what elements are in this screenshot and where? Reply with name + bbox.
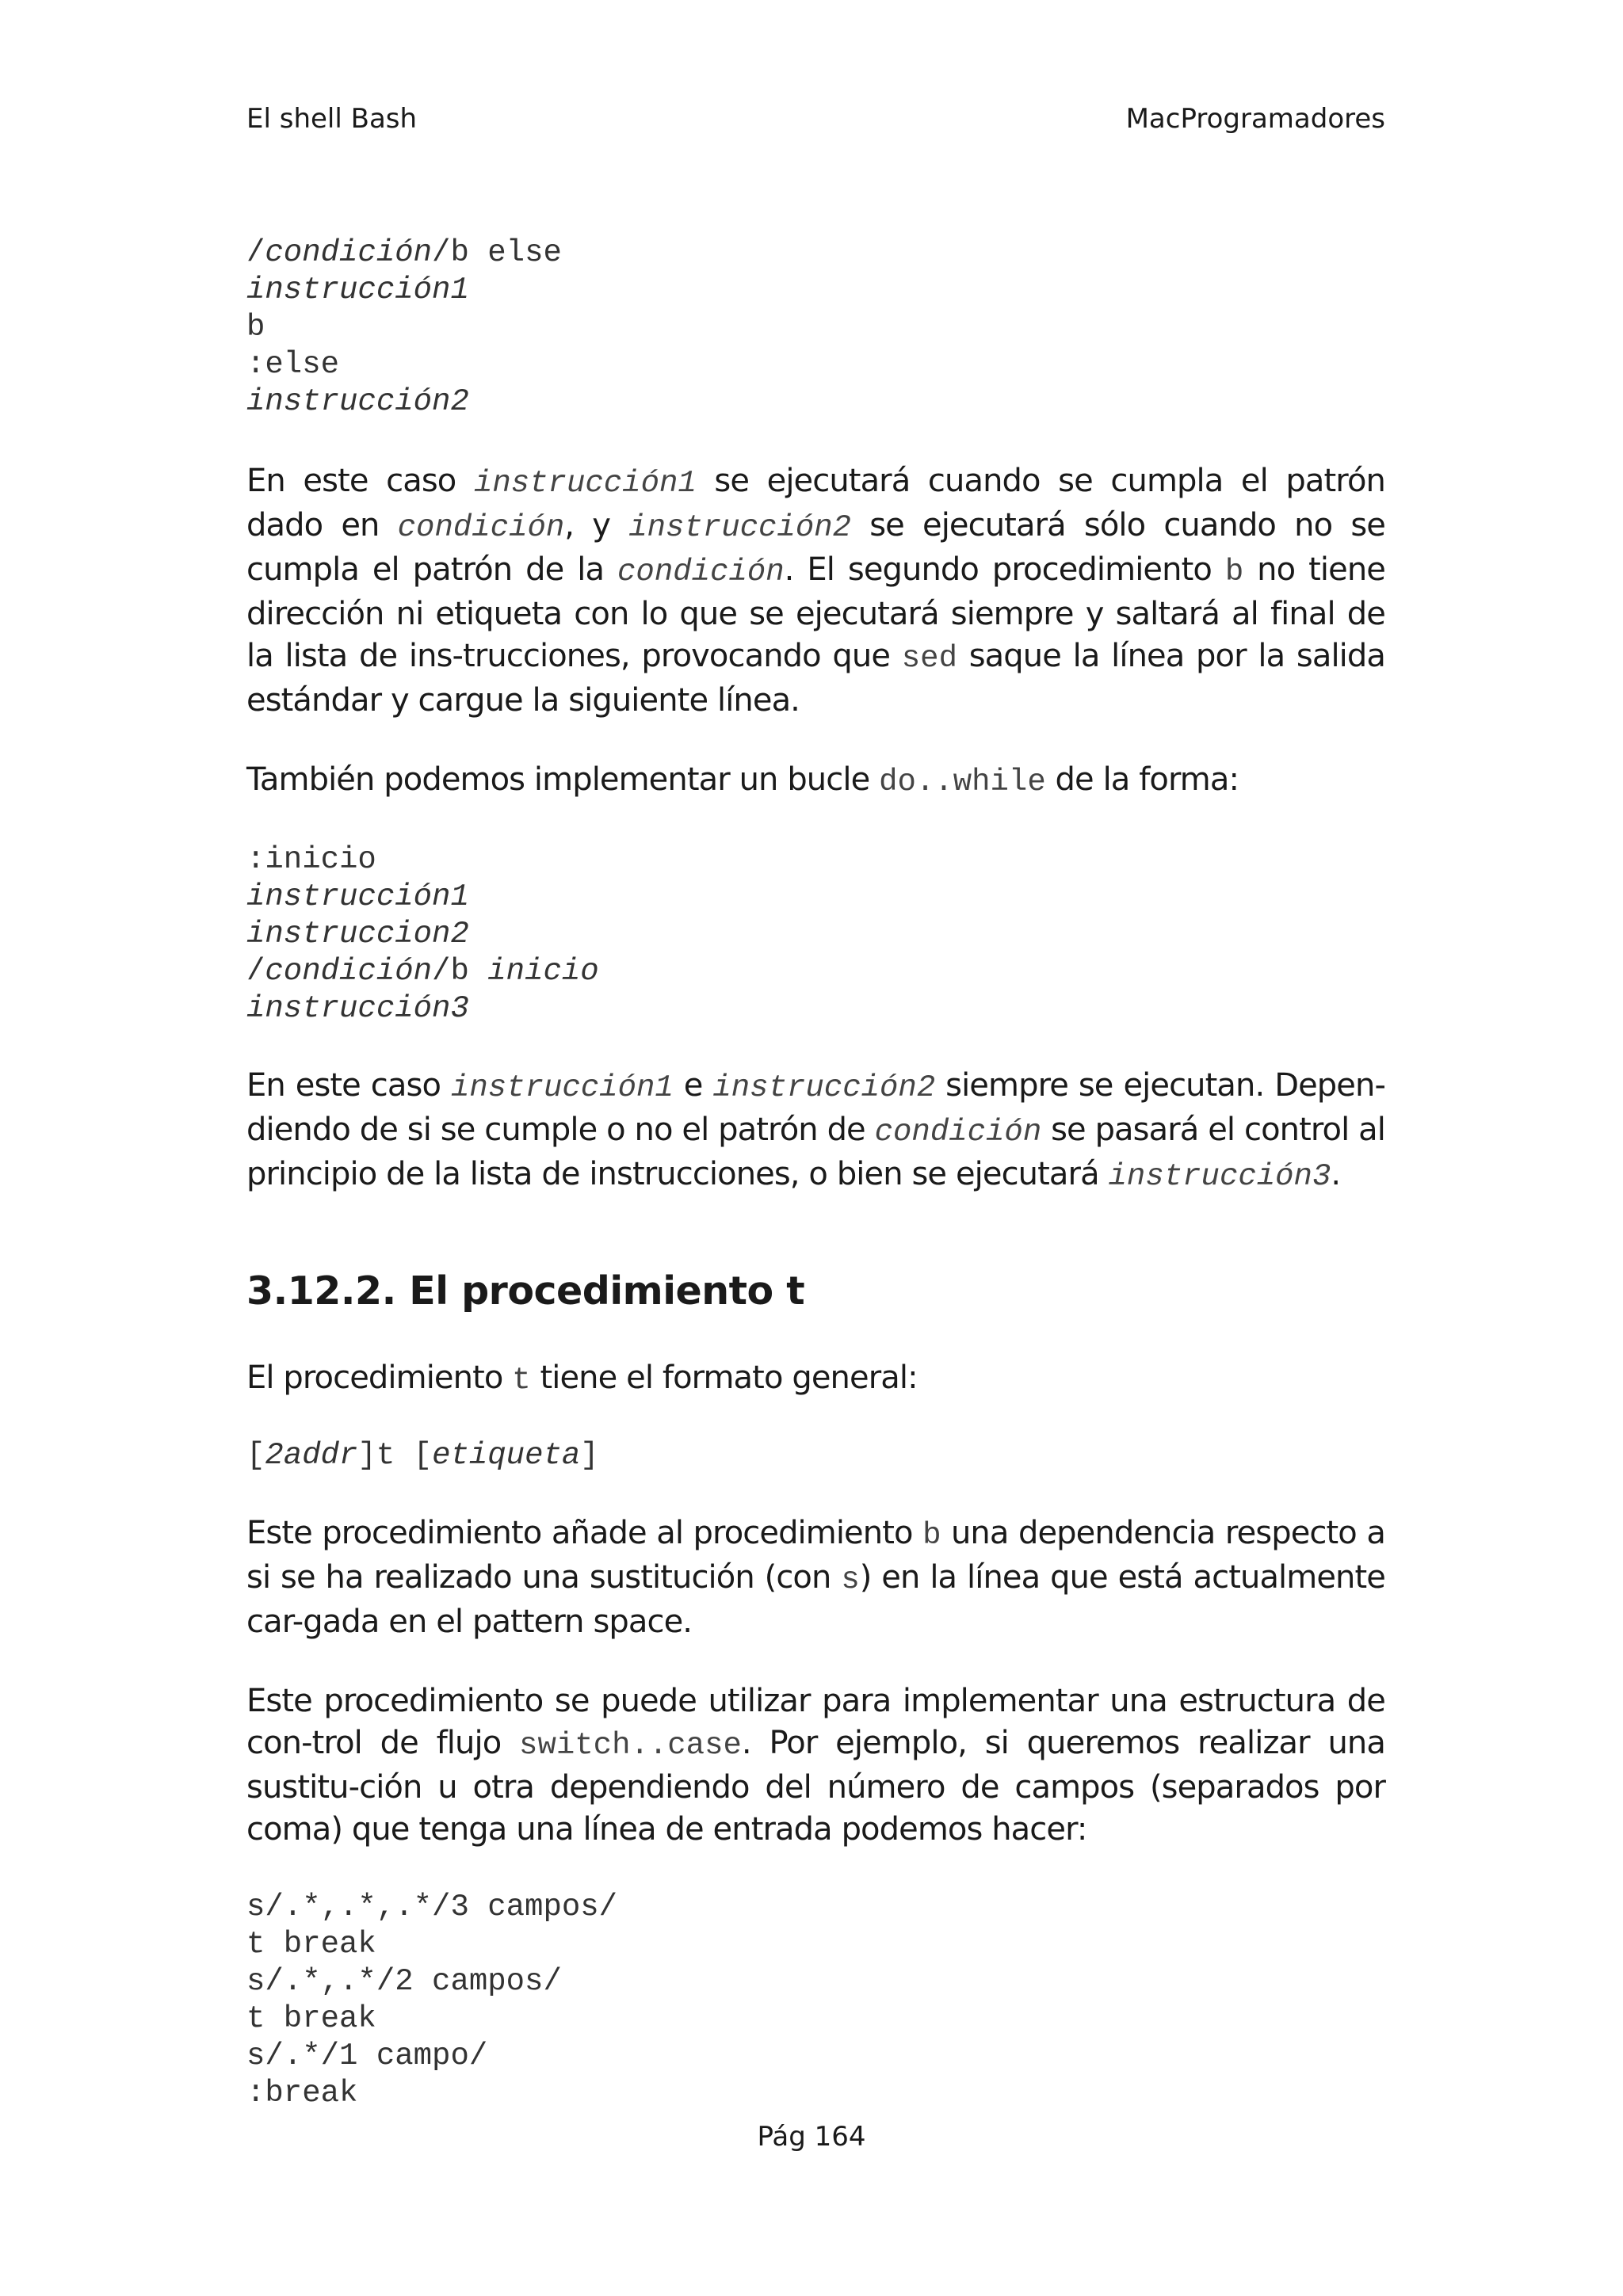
text-run: También podemos implementar un bucle [246,761,880,798]
code-segment: s/.*/1 campo/ [246,2039,488,2073]
inline-code: sed [901,641,957,676]
text-run: En este caso [246,1067,451,1104]
code-line [246,841,1385,879]
code-segment: / [246,954,265,989]
code-line [246,1963,1385,2000]
code-segment: instruccion2 [246,917,469,952]
code-block-if-else [246,235,1385,421]
code-line [246,272,1385,309]
text-run: e [673,1067,713,1104]
text-run: de la forma: [1045,761,1239,798]
code-line [246,1889,1385,1926]
text-run: una dependencia respecto a si se ha realizado una sustitución (con [246,1515,1385,1596]
paragraph-switch-case [246,1680,1385,1851]
paragraph-do-while-explanation [246,1065,1385,1198]
text-run: ) en la línea que está actualmente car-gada en el pattern space. [246,1559,1385,1640]
code-line [246,309,1385,346]
code-segment: instrucción1 [246,273,469,307]
code-line [246,1437,1385,1474]
header-title: El shell Bash [246,103,418,135]
code-block-do-while [246,841,1385,1028]
code-segment: etiqueta [432,1438,581,1473]
inline-code: b [1224,555,1244,589]
code-line [246,916,1385,953]
inline-code: instrucción2 [628,510,852,545]
text-run: Este procedimiento se puede utilizar para implementar una estructura de con-trol de flujo [246,1683,1385,1761]
code-segment: :inicio [246,842,376,877]
inline-code: instrucción1 [450,1070,674,1105]
code-line [246,953,1385,990]
code-segment: :else [246,347,340,382]
code-line [246,2075,1385,2112]
code-segment: b [246,310,265,345]
code-block-t-syntax [246,1437,1385,1474]
text-run: En este caso [246,463,474,499]
text-run: . [1331,1156,1341,1192]
text-run: , y [564,507,629,543]
code-segment: t break [246,2001,376,2036]
code-line [246,990,1385,1028]
inline-code: instrucción3 [1108,1159,1331,1194]
inline-code: s [841,1562,860,1597]
page-number: Pág 164 [757,2121,866,2153]
inline-code: condición [874,1115,1042,1150]
text-run: se pasará el control al principio de la lista de instrucciones, o bien se ejecutará [246,1112,1385,1192]
paragraph-do-while-intro [246,759,1385,803]
inline-code: instrucción2 [712,1070,936,1105]
code-line [246,235,1385,272]
code-segment: inicio [487,954,599,989]
paragraph-t-description [246,1512,1385,1643]
code-segment: condición [265,954,433,989]
code-segment: :break [246,2076,358,2111]
code-segment: t break [246,1927,376,1962]
code-line [246,1926,1385,1963]
inline-code: condición [397,510,565,545]
code-line [246,383,1385,421]
code-line [246,2000,1385,2038]
section-heading: 3.12.2. El procedimiento t [246,1268,805,1314]
code-segment: ] [580,1438,599,1473]
code-segment: instrucción2 [246,384,469,419]
inline-code: t [512,1363,531,1398]
code-line [246,2038,1385,2075]
paragraph-t-format-intro [246,1357,1385,1402]
text-run: . El segundo procedimiento [784,551,1225,588]
code-segment: [ [246,1438,265,1473]
code-segment: condición [265,235,433,270]
code-segment: /b [432,954,488,989]
code-segment: 2addr [265,1438,358,1473]
text-run: se ejecutará sólo cuando no se cumpla el patrón de la [246,507,1385,588]
paragraph-explanation-b [246,460,1385,722]
inline-code: instrucción1 [473,466,697,501]
text-run: se ejecutará cuando se cumpla el patrón dado en [246,463,1385,543]
page-header [246,99,1385,139]
inline-code: switch..case [519,1728,742,1763]
code-segment: instrucción3 [246,991,469,1026]
code-segment: s/.*,.*/2 campos/ [246,1964,562,1999]
code-block-switch-example [246,1889,1385,2112]
code-segment: ]t [ [357,1438,433,1473]
code-line [246,346,1385,383]
inline-code: do..while [879,765,1046,799]
code-segment: / [246,235,265,270]
text-run: El procedimiento [246,1360,513,1396]
code-line [246,879,1385,916]
text-run: Este procedimiento añade al procedimiento [246,1515,923,1551]
text-run: tiene el formato general: [530,1360,918,1396]
text-run: siempre se ejecutan. Depen-diendo de si se cumple o no el patrón de [246,1067,1385,1148]
inline-code: b [922,1518,941,1553]
text-run: no tiene dirección ni etiqueta con lo que se ejecutará siempre y saltará al final de la lista de ins-trucciones, provocando que [246,551,1385,674]
header-site: MacProgramadores [1125,103,1385,135]
code-segment: s/.*,.*,.*/3 campos/ [246,1890,618,1924]
text-run: saque la línea por la salida estándar y cargue la siguiente línea. [246,638,1385,719]
inline-code: condición [617,555,785,589]
code-segment: /b else [432,235,562,270]
text-run: . Por ejemplo, si queremos realizar una sustitu-ción u otra dependiendo del número de campos (separados por coma) que tenga una línea de entrada podemos hacer: [246,1725,1385,1848]
code-segment: instrucción1 [246,879,469,914]
page-content [246,235,1385,2112]
